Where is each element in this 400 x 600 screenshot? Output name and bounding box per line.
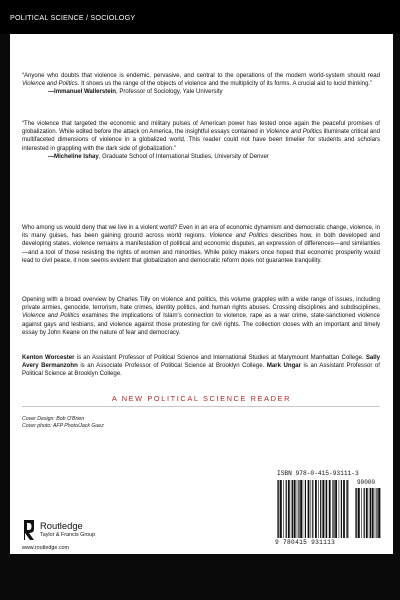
editors-bio: Kenton Worcester is an Assistant Professor of Political Science and International Studies at Marymount Manhattan College. Sally Avery Bermanzohn is an Associate Professor of Political Science at Brooklyn College. Mark Ungar is an Assistant Professor of Political Science at Brooklyn College.: [22, 355, 381, 378]
cover-credits: [22, 416, 104, 430]
divider: [22, 406, 380, 407]
top-band: [0, 0, 400, 34]
back-cover-panel: [10, 34, 393, 554]
series-title: A NEW POLITICAL SCIENCE READER: [111, 394, 292, 403]
isbn-label: ISBN 978-0-415-93111-3: [277, 470, 359, 477]
barcode-addon-number: 90000: [357, 479, 376, 486]
review-quote-2: “The violence that targeted the economic and military pulses of American power has tested once again the peaceful promises of globalization. While edited before the attack on America, the insightful essays contained in Violence and Politics illuminate critical and multifaceted dimensions of violence in a globalized world. This reader could not have been timelier for students and scholars interested in grappling with the dark side of globalization.” —Micheline Ishay, Graduate School of International Studies, University of Denver: [22, 121, 380, 160]
cover-design-credit: Cover Design: Bob O'Brien: [22, 416, 85, 422]
publisher-url: www.routledge.com: [22, 545, 70, 551]
isbn-barcode: [275, 470, 385, 552]
cover-photo-credit: Cover photo: AFP Photo/Jack Guez: [22, 423, 104, 429]
barcode-bars-icon: [277, 480, 349, 538]
publisher-group: Taylor & Francis Group: [40, 532, 96, 538]
barcode-addon-bars-icon: [355, 488, 381, 538]
description-paragraph-2: Opening with a broad overview by Charles Tilly on violence and politics, this volume grapples with a wide range of issues, including private armies, genocide, terrorism, hate crimes, identity politics, and human rights abuses. Crossing disciplines and subdisciplines, Violence and Politics examines the implications of Islam's connection to violence, rape as a war crime, state-sanctioned violence against gays and lesbians, and violence against those protesting for civil rights. The collection closes with an important and timely essay by John Keane on the nature of fear and democracy.: [22, 297, 380, 336]
barcode-digits: 9 780415 931113: [275, 539, 336, 546]
description-paragraph-1: Who among us would deny that we live in a violent world? Even in an era of economic dynamism and democratic change, violence, in its many guises, has been gaining ground across world regions. Violence and Politics describes how, in both developed and developing states, violence remains a manifestation of political and economic disputes, an expression of differences—and similarities—and a tool of those resisting the rights of women and minorities. While policy makers once hoped that economic prosperity would lead to civil peace, it now seems evident that globalization and democratic reform does not guarantee tranquility.: [22, 225, 380, 264]
routledge-logo-icon: [22, 519, 36, 541]
publisher-name: Routledge: [40, 520, 83, 531]
review-quote-1: “Anyone who doubts that violence is endemic, pervasive, and central to the operations of the modern world-system should read Violence and Politics. It shows us the range of the objects of violence and the multiplicity of its forms. A crucial aid to lucid thinking.” —Immanuel Wallerstein, Professor of Sociology, Yale University: [22, 73, 380, 96]
subject-category: POLITICAL SCIENCE / SOCIOLOGY: [10, 13, 136, 22]
review-attribution-1: —Immanuel Wallerstein, Professor of Sociology, Yale University: [48, 89, 223, 96]
review-attribution-2: —Micheline Ishay, Graduate School of International Studies, University of Denver: [48, 153, 269, 160]
